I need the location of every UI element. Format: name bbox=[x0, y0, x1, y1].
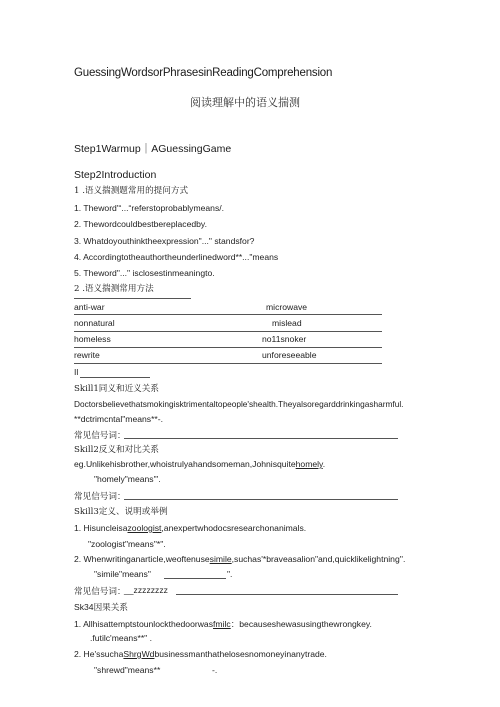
signal-blank bbox=[124, 438, 398, 439]
table-row-rule bbox=[74, 331, 382, 332]
underlined-word: simile bbox=[209, 554, 232, 564]
skill4-item1-meaning: .futilc'means**" . bbox=[90, 633, 153, 643]
skill3-item1-meaning: "zoologist"means"*". bbox=[88, 539, 166, 549]
section2-heading: 2 .语义揣测常用方法 bbox=[74, 284, 154, 294]
page-title: GuessingWordsorPhrasesinReadingComprehension bbox=[74, 67, 333, 79]
skill3-signal-label: 常见信号词： bbox=[74, 587, 126, 597]
question-item: 3. Whatdoyouthinktheexpression"..." standsfor? bbox=[74, 236, 255, 246]
skill4-item2-text: 2. He'ssucha bbox=[74, 649, 124, 659]
table-cell: homeless bbox=[74, 334, 111, 344]
skill4-item2-meaning: "shrewd"means** bbox=[94, 665, 161, 675]
question-item: 4. Accordingtotheauthortheunderlinedword**..."means bbox=[74, 252, 279, 262]
table-row-rule bbox=[74, 347, 382, 348]
table-cell: no11snoker bbox=[262, 334, 307, 344]
skill1-example: Doctorsbelievethatsmokingisktrimentaltopeople'shealth.Theyalsoregarddrinkingasharmful. bbox=[74, 399, 404, 409]
skill3-item2-end: ,suchas'*braveasalion"and,quicklikelightning''. bbox=[231, 554, 406, 564]
blank-line bbox=[80, 377, 150, 378]
section1-heading: 1 .语义揣测题常用的提问方式 bbox=[74, 186, 189, 196]
skill1-signal-label: 常见信号词： bbox=[74, 431, 126, 441]
page-subtitle: 阅读理解中的语义揣测 bbox=[190, 96, 300, 109]
table-cell: mislead bbox=[272, 318, 302, 328]
table-cell: nonnatural bbox=[74, 318, 115, 328]
skill4-item1-text: 1. Allhisattemptstounlockthedoorwas bbox=[74, 619, 214, 629]
skill4-item1-end: ：becauseshewasusingthewrongkey. bbox=[230, 619, 372, 629]
skill2-example-end: . bbox=[322, 459, 326, 469]
underlined-word: zoologist bbox=[127, 523, 162, 533]
skill4-item2-end: businessmanthathelosesnomoneyinanytrade. bbox=[154, 649, 327, 659]
step1-heading: Step1Warmup｜AGuessingGame bbox=[74, 143, 232, 155]
skill2-signal-label: 常见信号词： bbox=[74, 492, 126, 502]
question-item: 5. Theword"..." isclosestinmeaningto. bbox=[74, 268, 215, 278]
skill3-item2 bbox=[74, 554, 405, 564]
underlined-word: ShrgWd bbox=[123, 649, 155, 659]
skill4-item1 bbox=[74, 618, 372, 630]
underlined-word: homely bbox=[295, 459, 323, 469]
table-row-rule bbox=[74, 314, 382, 315]
skill3-item2-meaning: "simile"means" bbox=[94, 569, 151, 579]
skill2-title: Skill2反义和对比关系 bbox=[74, 445, 159, 455]
underlined-word: fmilc bbox=[213, 619, 231, 629]
skill1-meaning: **dctrimcntal"means**-. bbox=[74, 414, 164, 424]
skill3-item1-text: 1. Hisuncleisa bbox=[74, 523, 128, 533]
table-cell: anti-war bbox=[74, 302, 105, 312]
table-top-rule bbox=[74, 298, 191, 299]
skill3-title: Skill3定义、说明或举例 bbox=[74, 507, 168, 517]
signal-blank bbox=[124, 499, 398, 500]
skill4-title: Sk34因果关系 bbox=[74, 602, 128, 612]
skill2-example bbox=[74, 459, 325, 469]
table-cell: rewrite bbox=[74, 350, 100, 360]
step2-heading: Step2Introduction bbox=[74, 169, 157, 181]
skill3-signal-fill: __zzzzzzzz bbox=[124, 585, 168, 595]
roman-numeral: Il bbox=[74, 367, 79, 377]
skill3-item2-meaning-end: ". bbox=[227, 569, 233, 579]
skill3-item1 bbox=[74, 523, 306, 533]
skill3-item2-text: 2. Whenwritinganarticle,weoftenuse bbox=[74, 554, 210, 564]
skill1-title: Skill1同义和近义关系 bbox=[74, 384, 159, 394]
skill4-item2 bbox=[74, 649, 327, 659]
skill2-example-text: eg.Unlikehisbrother,whoistrulyahandsomeman,Johnisquite bbox=[74, 459, 296, 469]
question-item: 1. Theword'“...“referstoprobablymeans/. bbox=[74, 203, 225, 213]
skill2-meaning: "homely"means"'. bbox=[94, 474, 161, 484]
table-cell: microwave bbox=[266, 302, 308, 312]
signal-blank bbox=[176, 594, 398, 595]
answer-blank bbox=[164, 578, 226, 579]
question-item: 2. Thewordcouldbestbereplacedby. bbox=[74, 219, 207, 229]
skill4-item2-meaning-end: -. bbox=[212, 665, 218, 675]
table-cell: unforeseeable bbox=[262, 350, 317, 360]
table-bottom-rule bbox=[74, 363, 382, 364]
skill3-item1-end: ,anexpertwhodocsresearchonanimals. bbox=[161, 523, 307, 533]
